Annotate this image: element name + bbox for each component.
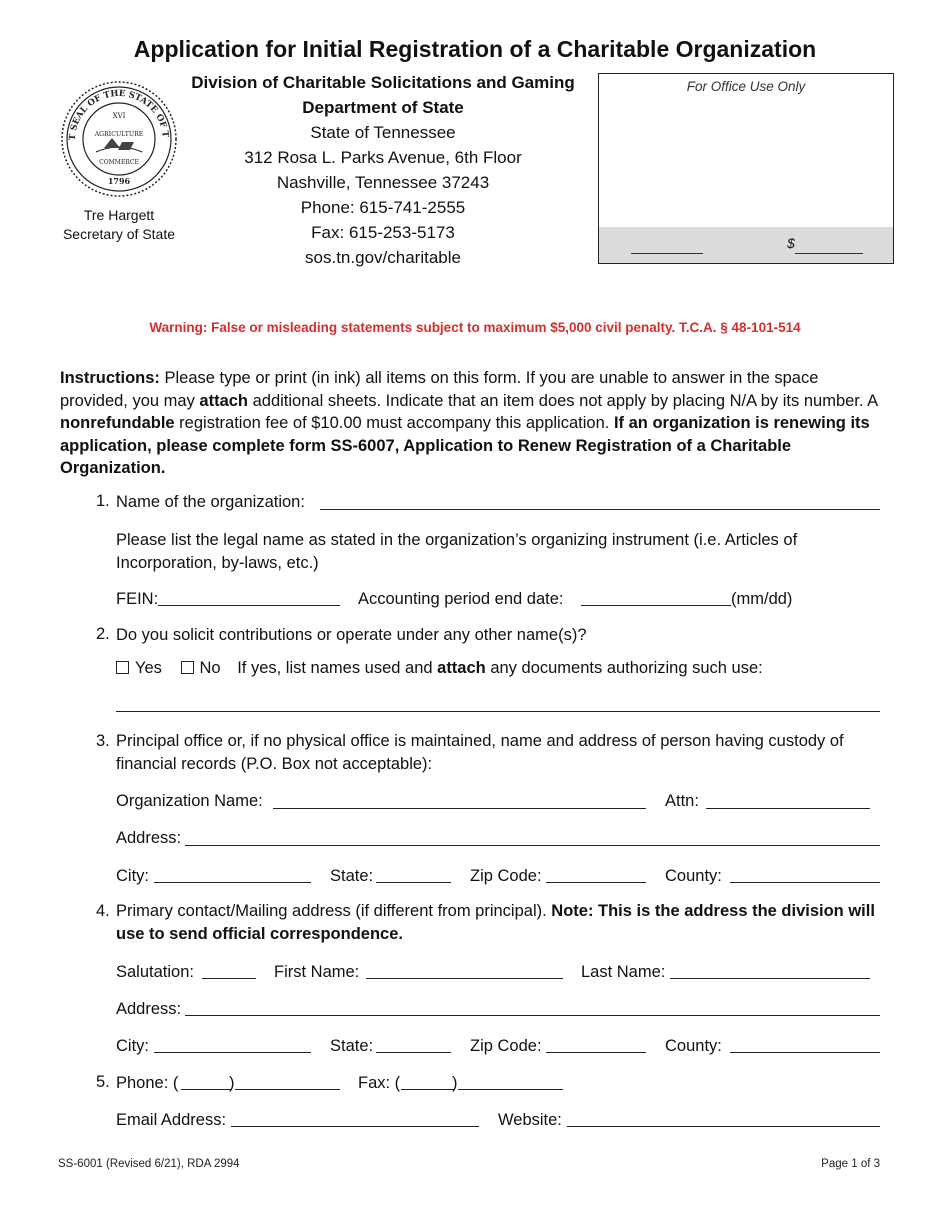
website-link[interactable]: sos.tn.gov/charitable	[305, 248, 461, 267]
q4-state-input[interactable]	[376, 1052, 451, 1053]
email-input[interactable]	[231, 1126, 479, 1127]
instructions-text-3: registration fee of $10.00 must accompany this application.	[174, 414, 614, 432]
q3-county-input[interactable]	[730, 882, 880, 883]
no-option[interactable]	[181, 659, 221, 677]
seal-commerce: COMMERCE	[99, 159, 139, 166]
page-number: Page 1 of 3	[821, 1158, 880, 1170]
q3-org-name-label: Organization Name:	[116, 792, 263, 810]
q2-text-1: If yes, list names used and	[237, 659, 438, 677]
last-name-label: Last Name:	[581, 963, 666, 981]
website-label: Website:	[498, 1111, 562, 1129]
q2-label: Do you solicit contributions or operate under any other name(s)?	[116, 626, 587, 644]
q3-city-label: City:	[116, 867, 149, 885]
warning-text: Warning: False or misleading statements subject to maximum $5,000 civil penalty. T.C.A. § 48-101-514	[149, 320, 801, 335]
division-address	[183, 70, 583, 270]
website-input[interactable]	[567, 1126, 880, 1127]
q4-city-input[interactable]	[154, 1052, 311, 1053]
office-use-box	[598, 73, 894, 264]
office-use-fields	[599, 227, 893, 263]
city-address: Nashville, Tennessee 37243	[276, 173, 490, 192]
accounting-period-input[interactable]	[581, 605, 731, 606]
phone-area-input[interactable]	[181, 1089, 231, 1090]
no-checkbox[interactable]	[181, 661, 194, 674]
seal-numeral: XVI	[112, 112, 126, 120]
q4-label-text: Primary contact/Mailing address (if different from principal).	[116, 902, 552, 920]
fein-input[interactable]	[158, 605, 340, 606]
fax-paren: )	[452, 1074, 458, 1092]
q3-attn-label: Attn:	[665, 792, 699, 810]
office-dollar-sign: $	[787, 235, 795, 251]
org-name-label: Name of the organization:	[116, 493, 305, 511]
q4-address-label: Address:	[116, 1000, 182, 1018]
page-title: Application for Initial Registration of a Charitable Organization	[133, 36, 817, 62]
q5-number: 5.	[96, 1073, 110, 1091]
instructions-bold-3: If an organization is renewing its application, please complete form SS-6007, Application to Renew Registration of a Charitable Organization.	[60, 414, 870, 477]
street-address: 312 Rosa L. Parks Avenue, 6th Floor	[244, 148, 522, 167]
phone-number-input[interactable]	[235, 1089, 340, 1090]
secretary-block	[40, 206, 198, 244]
office-use-label: For Office Use Only	[686, 79, 806, 94]
phone-label: Phone: (	[116, 1074, 179, 1092]
no-label: No	[199, 659, 221, 677]
form-number: SS-6001 (Revised 6/21), RDA 2994	[58, 1158, 240, 1170]
q3-org-name-input[interactable]	[273, 808, 646, 809]
q2-bold: attach	[437, 659, 486, 677]
q4-county-input[interactable]	[730, 1052, 880, 1053]
secretary-name: Tre Hargett	[83, 207, 155, 223]
seal-outer-text: T SEAL OF THE STATE OF T	[67, 88, 170, 141]
q1-note: Please list the legal name as stated in the organization’s organizing instrument (i.e. Articles of Incorporation, by-laws, etc.)	[116, 531, 798, 572]
q3-city-input[interactable]	[154, 882, 311, 883]
q2-text-2: any documents authorizing such use:	[485, 659, 763, 677]
q4-state-label: State:	[330, 1037, 374, 1055]
yes-checkbox[interactable]	[116, 661, 129, 674]
fein-label: FEIN:	[116, 590, 159, 608]
email-label: Email Address:	[116, 1111, 227, 1129]
last-name-input[interactable]	[670, 978, 870, 979]
first-name-label: First Name:	[274, 963, 360, 981]
q4-zip-input[interactable]	[546, 1052, 646, 1053]
q3-attn-input[interactable]	[706, 808, 870, 809]
q4-zip-label: Zip Code:	[470, 1037, 542, 1055]
q3-state-input[interactable]	[376, 882, 451, 883]
q2-number: 2.	[96, 625, 110, 643]
q1-row	[116, 492, 305, 512]
q4-label	[116, 900, 891, 946]
instructions-bold-2: nonrefundable	[60, 414, 175, 432]
department-name: Department of State	[302, 98, 464, 117]
q3-county-label: County:	[665, 867, 722, 885]
accounting-period-format: (mm/dd)	[731, 590, 793, 608]
q3-zip-input[interactable]	[546, 882, 646, 883]
q4-number: 4.	[96, 902, 110, 920]
office-date-field	[631, 239, 703, 254]
instructions-text-2: additional sheets. Indicate that an item does not apply by placing N/A by its number. A	[248, 391, 878, 410]
q4-label-bold: Note: This is the address the division will use to send official correspondence.	[116, 902, 875, 943]
q3-address-input[interactable]	[185, 845, 880, 846]
first-name-input[interactable]	[366, 978, 563, 979]
instructions-lead: Instructions:	[60, 369, 160, 387]
instructions-bold-1: attach	[199, 391, 249, 410]
fax-area-input[interactable]	[401, 1089, 454, 1090]
salutation-input[interactable]	[202, 978, 256, 979]
q4-county-label: County:	[665, 1037, 722, 1055]
q2-options	[116, 658, 763, 678]
q3-label: Principal office or, if no physical office is maintained, name and address of person having custody of financial records (P.O. Box not acceptable):	[116, 732, 844, 773]
q3-number: 3.	[96, 732, 110, 750]
yes-label: Yes	[135, 659, 162, 677]
fax-label: Fax: (	[358, 1074, 401, 1092]
q3-address-label: Address:	[116, 829, 182, 847]
salutation-label: Salutation:	[116, 963, 194, 981]
fax-number-input[interactable]	[458, 1089, 563, 1090]
instructions	[60, 367, 885, 480]
q3-state-label: State:	[330, 867, 374, 885]
instructions-text-1: Please type or print (in ink) all items on this form. If you are unable to answer in the space provided, you may	[60, 369, 819, 410]
other-names-input[interactable]	[116, 711, 880, 712]
seal-year: 1796	[107, 176, 131, 186]
q3-zip-label: Zip Code:	[470, 867, 542, 885]
phone-paren: )	[229, 1074, 235, 1092]
fax-number: Fax: 615-253-5173	[311, 223, 455, 242]
org-name-input[interactable]	[320, 509, 880, 510]
division-name: Division of Charitable Solicitations and Gaming	[191, 73, 575, 92]
seal-agriculture: AGRICULTURE	[94, 131, 144, 138]
yes-option[interactable]	[116, 659, 162, 677]
office-amount-field	[795, 239, 863, 254]
q1-number: 1.	[96, 492, 110, 510]
accounting-period-label: Accounting period end date:	[358, 590, 564, 608]
secretary-title: Secretary of State	[62, 226, 176, 242]
q2-instruction	[237, 659, 763, 677]
q4-city-label: City:	[116, 1037, 149, 1055]
q4-address-input[interactable]	[185, 1015, 880, 1016]
state-seal-icon	[60, 80, 178, 198]
phone-number: Phone: 615-741-2555	[300, 198, 466, 217]
state-name: State of Tennessee	[310, 123, 456, 142]
